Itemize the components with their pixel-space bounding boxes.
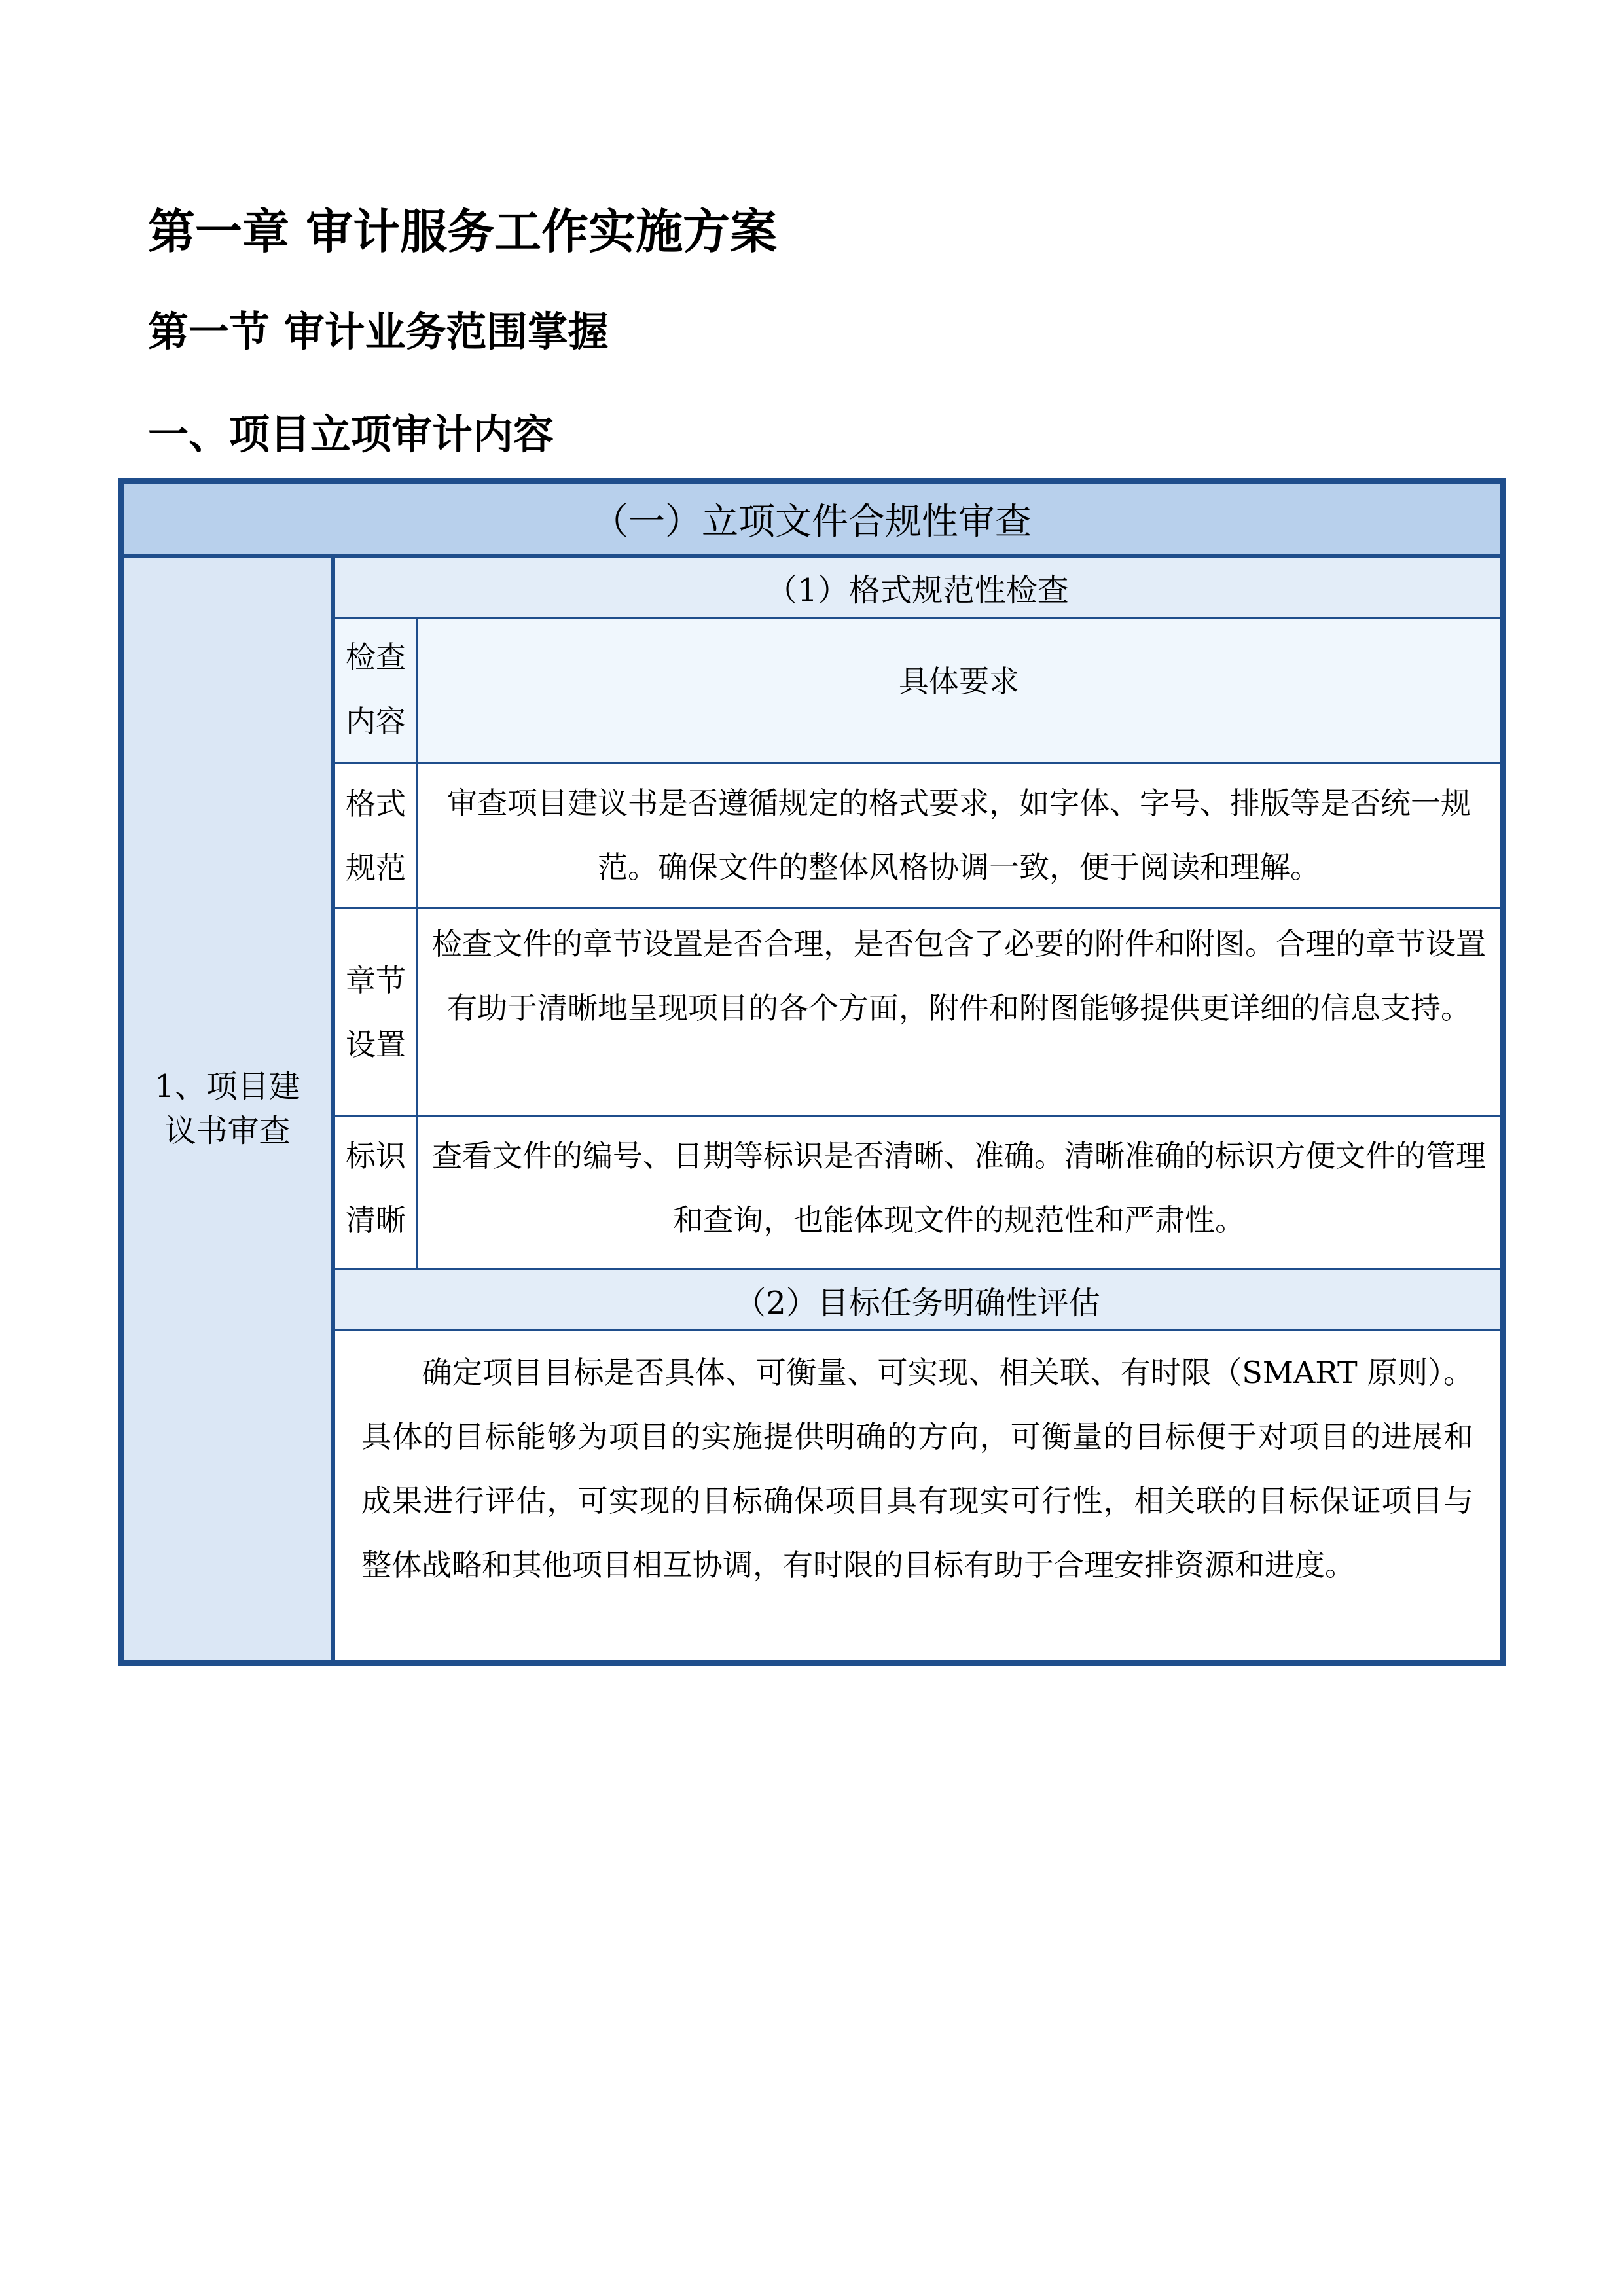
divider-line	[335, 907, 1500, 909]
subsection-heading: 一、项目立项审计内容	[148, 410, 554, 458]
header-requirement-cell: 具体要求	[418, 619, 1500, 762]
divider-line	[335, 1115, 1500, 1117]
chapter-heading: 第一章 审计服务工作实施方案	[148, 204, 778, 259]
divider-line	[416, 619, 418, 1268]
divider-line	[335, 1268, 1500, 1270]
format-check-title: （1）格式规范性检查	[335, 558, 1500, 617]
divider-line	[335, 617, 1500, 619]
divider-line	[124, 554, 1500, 558]
left-category-label: 1、项目建议书审查	[124, 558, 331, 1660]
row-text-identifiers: 查看文件的编号、日期等标识是否清晰、准确。清晰准确的标识方便文件的管理和查询，也能体现文件的规范性和严肃性。	[432, 1138, 1486, 1238]
goal-assessment-title: （2）目标任务明确性评估	[335, 1270, 1500, 1329]
goal-assessment-paragraph: 确定项目目标是否具体、可衡量、可实现、相关联、有时限（SMART 原则）。具体的目标能够为项目的实施提供明确的方向，可衡量的目标便于对项目的进展和成果进行评估，可实现的目标确保项目具有现实可行性，相关联的目标保证项目与整体战略和其他项目相互协调，有时限的目标有助于合理安排资源和进度。	[361, 1355, 1473, 1583]
review-table	[118, 478, 1506, 1666]
divider-line	[335, 1329, 1500, 1331]
header-label-cell: 检查内容	[335, 619, 416, 762]
row-label-chapters: 章节设置	[346, 962, 406, 1062]
goal-assessment-text	[335, 1331, 1500, 1660]
section-heading: 第一节 审计业务范围掌握	[148, 308, 609, 355]
divider-line	[331, 558, 335, 1660]
row-label-identifiers: 标识清晰	[346, 1138, 406, 1238]
table-title: （一）立项文件合规性审查	[124, 484, 1500, 554]
divider-line	[335, 762, 1500, 764]
row-text-chapters: 检查文件的章节设置是否合理，是否包含了必要的附件和附图。合理的章节设置有助于清晰地呈现项目的各个方面，附件和附图能够提供更详细的信息支持。	[432, 926, 1486, 1026]
row-text-format: 审查项目建议书是否遵循规定的格式要求，如字体、字号、排版等是否统一规范。确保文件的整体风格协调一致，便于阅读和理解。	[447, 785, 1471, 885]
row-label-format: 格式规范	[346, 786, 406, 886]
